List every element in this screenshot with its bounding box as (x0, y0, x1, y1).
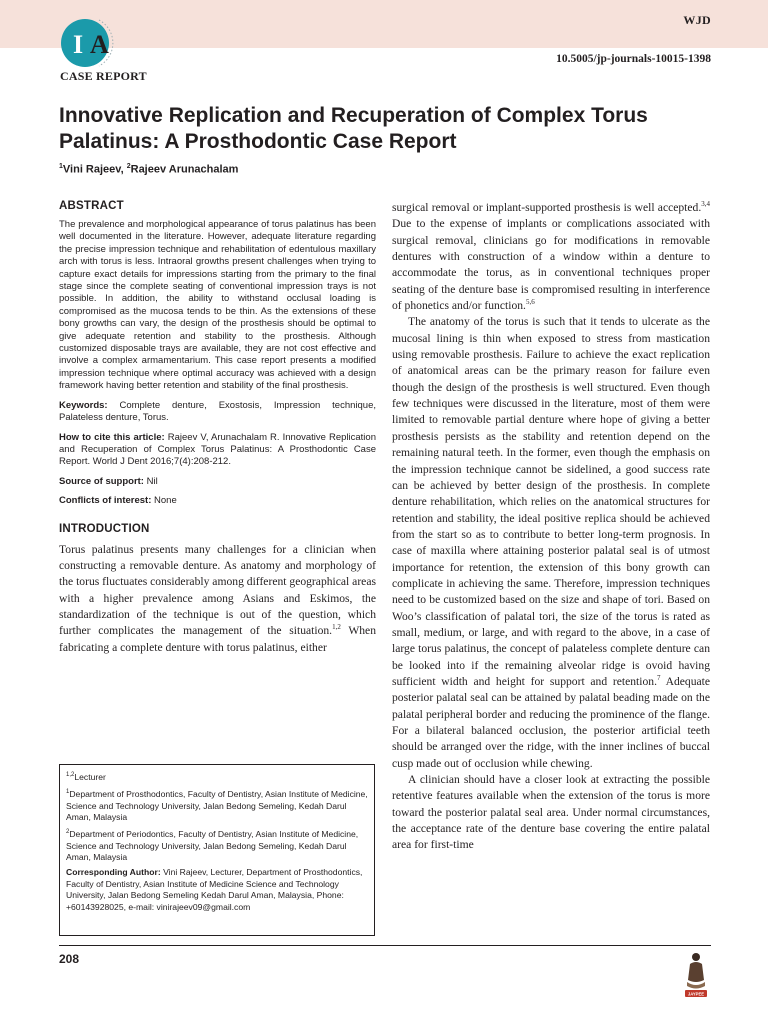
author-list: $^1$Vini Rajeev, $^2$Rajeev Arunachalam (59, 163, 239, 176)
footer-rule (59, 945, 711, 946)
right-p1-ref-2: 5,6 (525, 298, 535, 307)
footnote-role (66, 770, 368, 783)
right-paragraph-3: A clinician should have a closer look at extracting the possible retentive features available when the extension of the torus is more toward the posterior palatal seal area. Under normal circumstances, the acceptance rate of the denture base covering the entire palatal area for first-time (392, 773, 710, 852)
right-p2-ref: 7 (656, 674, 661, 683)
right-column (392, 200, 710, 854)
right-paragraph-1 (392, 200, 710, 314)
abstract-heading: ABSTRACT (59, 200, 124, 212)
corr-text: Vini Rajeev, Lecturer, Department of Prosthodontics, Faculty of Dentistry, Asian Institute of Medicine Science and Technology University, Jalan Bedong Semeling Kedah Darul Aman, Malaysia, Phone: +60143928025, e-mail: vinirajeev09@gmail.com (66, 867, 363, 912)
right-paragraph-2 (392, 314, 710, 772)
left-column (59, 200, 376, 656)
support-value: Nil (146, 475, 158, 487)
intro-text-a: Torus palatinus presents many challenges for a clinician when constructing a removable denture. As anatomy and morphology of the torus fluctuates considerably among different geographical areas with a higher prevalence among Asians and Eskimos, the standardization of the technique is out of the question, which further complicates the management of the situation. (59, 542, 376, 638)
conflicts-of-interest (59, 495, 376, 507)
role-sup: 1,2 (66, 772, 75, 778)
introduction-paragraph (59, 542, 376, 656)
citation-label: How to cite this article: (59, 431, 165, 443)
keywords-label: Keywords: (59, 399, 108, 411)
right-p1-ref-1: 3,4 (701, 200, 710, 209)
author-1-name: Vini Rajeev (62, 163, 121, 176)
keywords (59, 400, 376, 425)
doi: 10.5005/jp-journals-10015-1398 (556, 53, 711, 65)
role-text: Lecturer (74, 771, 106, 782)
publisher-logo-icon (683, 950, 709, 998)
author-2-sup: 2 (126, 163, 131, 170)
abstract-text: The prevalence and morphological appearance of torus palatinus has been well documented in the literature. However, adequate literature regarding the precise impression technique and rehabilitation of edentulous maxillary arch with torus is less. Intraoral growths present challenges when trying to capture exact details for impressions starting from the primary to the final stage since the complete seating of conventional impression trays is not possible. In addition, the ability to withstand occlusal loading is compromised as the mucosa tends to be thin. As the extensions of these bony growths can vary, the design of the prosthesis should be optimal to give adequate retention and stability to the prosthesis. Although customized disposable trays are available, they are not cost effective and involve a complex armamentarium. This case report presents a modified impression technique where optimal accuracy was achieved with a design framework having better retention and stability of the final prosthesis. (59, 219, 376, 392)
author-footnote-box (59, 764, 375, 936)
corr-label: Corresponding Author: (66, 867, 161, 878)
right-p2-text-b: Adequate posterior palatal seal can be attained by palatal beading made on the palatal peripheral border and reducing the prominence of the flange. For a bilateral balanced occlusion, the posterior artificial teeth should be arranged over the ridge, with the inner inclines of buccal cusp made out of occlusion while chewing. (392, 674, 710, 770)
footnote-corresponding-author (66, 867, 368, 913)
publisher-logo-text: JAYPEE (687, 991, 705, 997)
conflict-label: Conflicts of interest: (59, 495, 152, 507)
logo-letter-a: A (90, 30, 109, 59)
aff1-text: Department of Prosthodontics, Faculty of Dentistry, Asian Institute of Medicine, Science and Technology University, Jalan Bedong Semeling, Kedah Darul Aman, Malaysia (66, 789, 368, 822)
footnote-affiliation-1 (66, 787, 368, 823)
conflict-value: None (154, 495, 177, 507)
support-label: Source of support: (59, 475, 144, 487)
author-2-name: Rajeev Arunachalam (130, 163, 239, 176)
page-number: 208 (59, 952, 80, 966)
right-p2-text-a: The anatomy of the torus is such that it tends to ulcerate as the mucosal lining is thin when exposed to stress from mastication using removable prosthesis. Failure to achieve the exact replication of anatomical areas can be the primary reason for failure even though the design of the prosthesis is well structured. Even though few techniques were discussed in the literature, most of them were limited to removable partial denture where hope of giving a better prosthesis persists as the stability and retention depend on the remaining natural teeth. In the former, even though the emphasis on the impression technique cannot be sidelined, a good success rate can be achieved by better design of the prosthesis. In complete denture rehabilitation, which relies on the anatomical structures for retention and stability, the ideal positive replica should be achieved from the start so as to contribute to better long-term prognosis. In case of maxilla where attaining posterior palatal seal is of utmost importance for retention, the extension of this bony growth can complicate in achieving the same. Therefore, impression techniques need to be customized based on the size and shape of tori. Based on Woo’s classification of palatal tori, the size of the torus is rated as small, medium, or large, and with regard to the above, in a case of large torus palatinus, the concept of palateless complete denture can be looked into if the remaining alveolar ridge is ovoid having sufficient width and height for support and retention. (392, 315, 710, 688)
keywords-value: Complete denture, Exostosis, Impression technique, Palateless denture, Torus. (59, 399, 377, 424)
intro-ref: 1,2 (332, 623, 341, 632)
footnote-affiliation-2 (66, 827, 368, 863)
aff2-text: Department of Periodontics, Faculty of Dentistry, Asian Institute of Medicine, Science and Technology University, Jalan Bedong Semeling, Kedah Darul Aman, Malaysia (66, 829, 359, 863)
introduction-heading: INTRODUCTION (59, 522, 150, 535)
journal-logo (58, 14, 120, 72)
aff1-sup: 1 (66, 789, 70, 796)
aff2-sup: 2 (66, 829, 70, 836)
author-1-sup: 1 (59, 163, 63, 170)
article-title: Innovative Replication and Recuperation of Complex Torus Palatinus: A Prosthodontic Case Report (59, 104, 648, 153)
citation (59, 432, 376, 469)
source-of-support (59, 476, 376, 488)
logo-letter-i: I (73, 30, 84, 59)
intro-text-b: When fabricating a complete denture with torus palatinus, either (59, 624, 377, 654)
journal-abbreviation: WJD (683, 13, 711, 27)
right-p1-text-a: surgical removal or implant-supported prosthesis is well accepted. (392, 201, 702, 214)
right-p1-text-b: Due to the expense of implants or complications associated with surgical removal, clinicians go for modifications in removable dentures with construction of a window within a denture to accommodate the torus, as in conventional techniques proper seating of the denture base is compromised resulting in interference of phonetics and/or function. (392, 217, 710, 313)
citation-value: Rajeev V, Arunachalam R. Innovative Replication and Recuperation of Complex Torus Palatinus: A Prosthodontic Case Report. World J Dent 2016;7(4):208-212. (59, 431, 376, 468)
section-label: CASE REPORT (60, 69, 147, 83)
